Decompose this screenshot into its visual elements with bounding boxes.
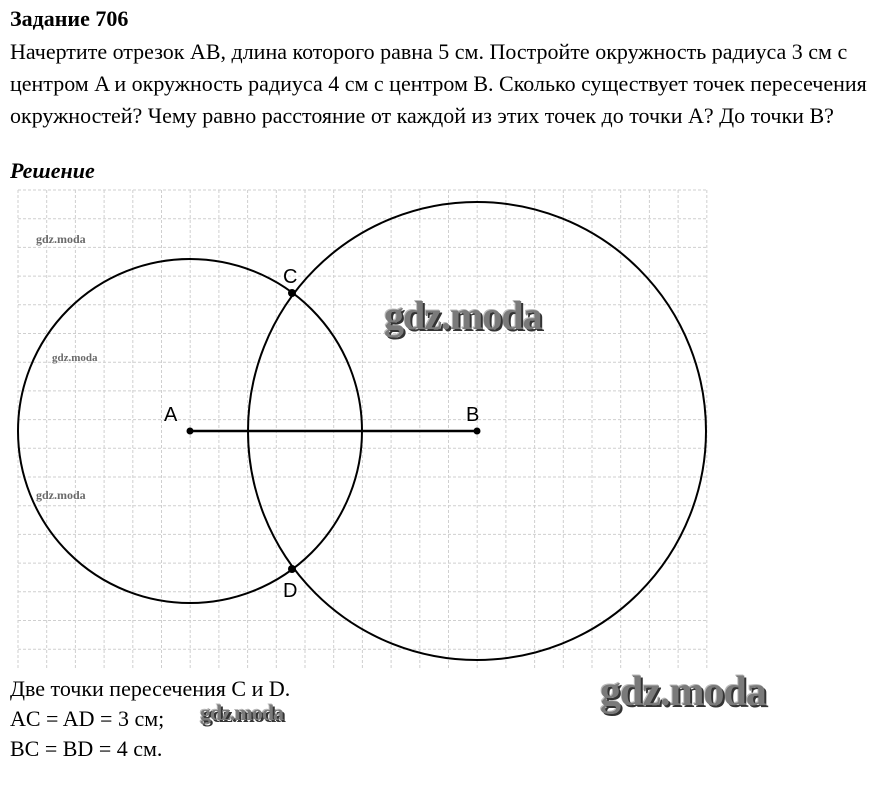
- answer-line-3: BC = BD = 4 см.: [10, 736, 163, 761]
- task-text: Начертите отрезок AB, длина которого равна 5 см. Постройте окружность радиуса 3 см с центром A и окружность радиуса 4 см с центром B. Сколько существует точек пересечения окружностей? Чему равно расстояние от каждой из этих точек до точки A? До точки B?: [10, 39, 867, 128]
- answer-line-2: AC = AD = 3 см;: [10, 706, 165, 731]
- watermark-small-1: gdz.moda: [36, 232, 86, 246]
- solution-label: Решение: [10, 158, 95, 183]
- watermark-big-2: gdz.moda: [600, 669, 766, 715]
- point-d: [288, 565, 296, 573]
- point-a: [187, 428, 194, 435]
- label-b: B: [466, 404, 480, 426]
- point-b: [474, 428, 481, 435]
- task-title: Задание 706: [10, 6, 129, 31]
- grid: [18, 190, 708, 668]
- label-d: D: [283, 580, 298, 602]
- answer-line-1: Две точки пересечения C и D.: [10, 676, 291, 701]
- point-c: [288, 289, 296, 297]
- label-a: A: [164, 404, 178, 426]
- watermark-small-3: gdz.moda: [36, 488, 86, 502]
- watermark-big-3: gdz.moda: [200, 700, 284, 725]
- label-c: C: [283, 266, 298, 288]
- watermark-small-2: gdz.moda: [52, 352, 98, 364]
- watermark-big-1: gdz.moda: [384, 293, 542, 338]
